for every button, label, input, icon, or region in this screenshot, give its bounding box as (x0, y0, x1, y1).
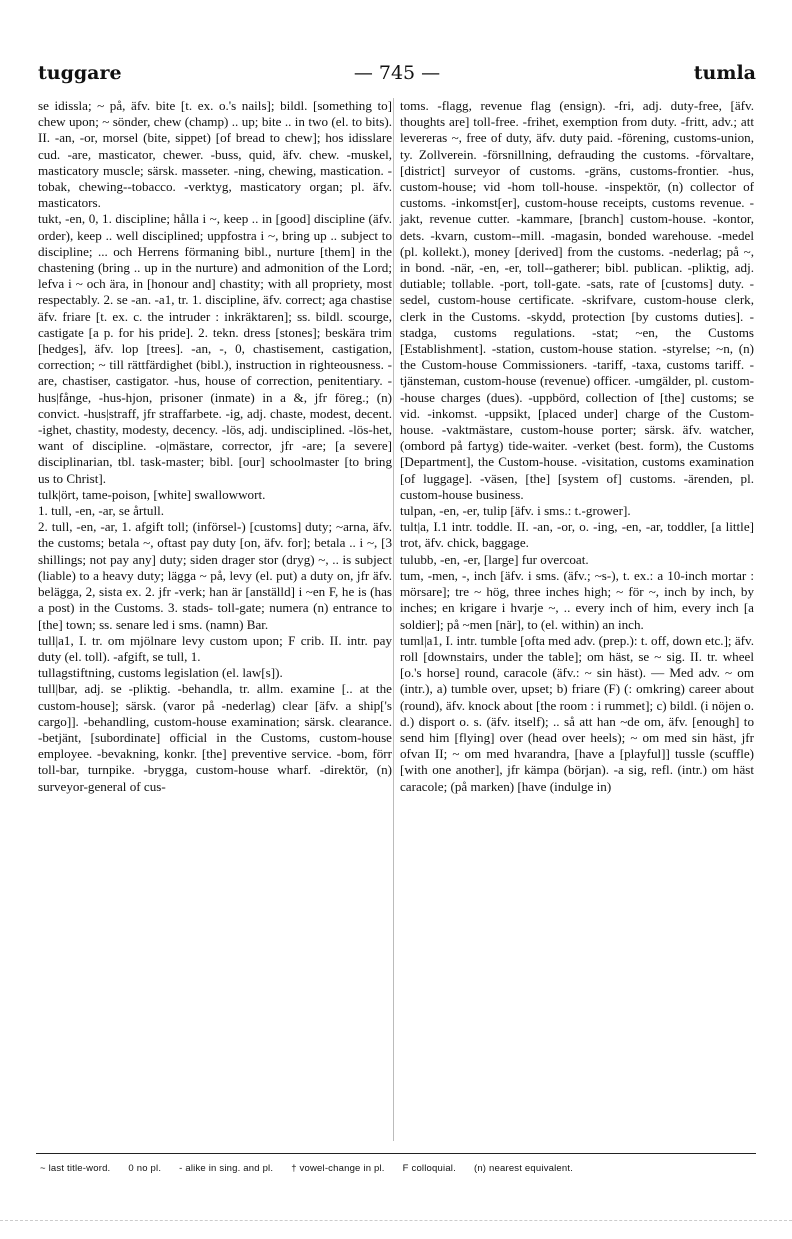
entry-tulta: tult|a, I.1 intr. toddle. II. -an, -or, o. -ing, -en, -ar, toddler, [a little] trot, äfv. chick, baggage. (400, 519, 754, 551)
abbreviation-key (40, 1163, 756, 1174)
left-column (38, 98, 392, 795)
header-last-word: tumla (693, 62, 756, 84)
entry-tulla: tull|a1, I. tr. om mjölnare levy custom upon; F crib. II. intr. pay duty (el. toll). -afgift, se tull, 1. (38, 632, 392, 664)
entry-tullbar: tull|bar, adj. se -pliktig. -behandla, tr. allm. examine [.. at the custom-house]; särsk. (varor på -nederlag) clear [äfv. a ship['s cargo]]. -behandling, custom-house examination; särsk. clearance. -betjänt, [subordinate] official in the Customs, custom-house employee. -bevakning, konkr. [the] preventive service. -bom, förr toll-bar, turnpike. -brygga, custom-house wharf. -direktör, (n) surveyor-general of cus- (38, 681, 392, 794)
scan-edge (0, 1220, 792, 1221)
entry-tull-compounds: toms. -flagg, revenue flag (ensign). -fri, adj. duty-free, [äfv. thoughts are] toll-free. -frihet, exemption from duty. -fritt, adv.; att levereras ~, free of duty, äfv. duty paid. -förening, customs-union, ty. Zollverein. -försnillning, defrauding the customs. -förvaltare, [district] surveyor of customs. -gräns, customs-frontier. -hus, custom-house; vid -hom toll-house. -inspektör, (n) collector of customs. -inkomst[er], custom-house receipts, customs revenue. -jakt, revenue cutter. -kammare, [branch] custom-house. -kontor, dets. -kvarn, custom--mill. -magasin, bonded warehouse. -medel (pl. kollekt.), money [derived] from the customs. -nederlag; på ~, in bond. -när, -en, -er, toll--gatherer; bibl. publican. -pliktig, adj. dutiable; tollable. -port, toll-gate. -sats, rate of [customs] duty. -sedel, custom-house certificate. -skrifvare, custom-house clerk, clerk in the Customs. -skydd, protection [by customs duties]. -stadga, customs regulations. -stat; ~en, the Customs [Establishment]. -station, custom-house station. -styrelse; ~n, (n) the Custom-house Commissioners. -tariff, -taxa, customs tariff. -tjänsteman, custom-house (revenue) officer. -umgälder, pl. custom--house charges (dues). -uppbörd, collection of [the] customs; se vid. -inkomst. -uppsikt, [placed under] charge of the Custom-house. -vaktmästare, custom-house porter; särsk. äfv. watcher, (ombord på fartyg) tide-waiter. -verket (best. form), the Customs [Department], the Custom-house. -visitation, customs examination [of luggage]. -väsen, [the] [system of] customs. -ärenden, pl. custom-house business. (400, 98, 754, 502)
entry-tumla: tuml|a1, I. intr. tumble [ofta med adv. (prep.): t. off, down etc.]; äfv. roll [downstairs, under the table]; om häst, se ~ sig. II. tr. wheel [o.'s horse] round, caracole (äfv.: ~ sin häst). — Med adv. ~ om (intr.), a) tumble over, upset; b) friare (F) (: omkring) career about (round), äfv. knock about [the room : i rummet]; c) bildl. (i nöjen o. d.) disport o. s. (äfv. itself); .. så att han ~de om, äfv. [enough] to send him [flying] over (head over heels); ~ om med sin häst, jfr ofvan II; ~ om med hvarandra, [have a [playful]] tussle (scuffle) [with one another], jfr kämpa (början). -a sig, refl. (intr.) om häst caracole; (på marken) [have (indulge in) (400, 632, 754, 794)
key-no-plural: 0 no pl. (128, 1163, 162, 1174)
entry-tulubb: tulubb, -en, -er, [large] fur overcoat. (400, 551, 589, 567)
entry-tullagstiftning: tullagstiftning, customs legislation (el. law[s]). (38, 665, 283, 681)
entry-tukt: tukt, -en, 0, 1. discipline; hålla i ~, keep .. in [good] discipline (äfv. order), keep .. well disciplined; uppfostra i ~, bring up .. subject to discipline; ... och Herrens förmaning bibl., nurture [them] in the chastening (bring .. up in the nurture) and admonition of the Lord; lefva i ~ och ära, in [honour and] chastity; with all propriety, most respectably. 2. se -an. -a1, tr. 1. discipline, äfv. correct; aga chastise äfv. friare [t. ex. c. the intruder : inkräktaren]; ss. bildl. scourge, castigate [a p. for his pride]. 2. tekn. dress [stones]; beskära trim [hedges], äfv. lop [trees]. -an, -, 0, chastisement, castigation, correction; ~ till rättfärdighet (bibl.), instruction in righteousness. -are, chastiser, castigator. -hus, house of correction, penitentiary. -hus|fånge, -hus-hjon, prisoner (inmate) in a &, jfr föreg.; (n) convict. -hus|straff, jfr straffarbete. -ig, adj. chaste, modest, decent. -ighet, chastity, modesty, decency. -lös, adj. undisciplined. -lös-het, want of discipline. -o|mästare, corrector, jfr -are; [a severe] disciplinarian, tbl. task-master; bibl. [our] schoolmaster [to bring us to Christ]. (38, 211, 392, 486)
page-number: — 745 — (353, 62, 441, 84)
key-colloquial: F colloquial. (402, 1163, 456, 1174)
right-column (400, 98, 754, 795)
key-nearest-equivalent: (n) nearest equivalent. (473, 1163, 574, 1174)
key-vowel-change: † vowel-change in pl. (291, 1163, 385, 1174)
entry-tum: tum, -men, -, inch [äfv. i sms. (äfv.; ~s-), t. ex.: a 10-inch mortar : mörsare]; tre ~ hög, three inches high; ~ för ~, inch by inch, by inches; en krigare i hvarje ~, .. every inch of him, every inch [a soldier]; på ~men [när], to (el. within) an inch. (400, 567, 754, 632)
entry-tulpan: tulpan, -en, -er, tulip [äfv. i sms.: t.-grower]. (400, 503, 631, 519)
header-first-word: tuggare (38, 62, 122, 84)
key-tilde: ~ last title-word. (40, 1163, 111, 1174)
footer-rule (36, 1153, 756, 1154)
column-divider (393, 98, 394, 1141)
key-alike: - alike in sing. and pl. (179, 1163, 274, 1174)
entry-tulkort: tulk|ört, tame-poison, [white] swallowwort. (38, 486, 266, 502)
entry-tull-1: 1. tull, -en, -ar, se årtull. (38, 503, 165, 519)
entry-tull-2: 2. tull, -en, -ar, 1. afgift toll; (införsel-) [customs] duty; ~arna, äfv. the customs; betala ~, oftast pay duty [on, äfv. for]; betala .. i ~, [3 shillings; not pay any] duty; siden drager stor (dryg) ~, .. is subject (liable) to a heavy duty; lägga ~ på, levy (el. put) a duty on, jfr äfv. belägga, 2, sista ex. 2. jfr -verk; han är [anställd] i ~en F, he is (has a post) in the Customs. 3. stads- toll-gate; numera (n) entrance to [the] town; ss. senare led i sms. (namn) Bar. (38, 519, 392, 632)
page-header (38, 62, 756, 86)
entry-tugga-continued: se idissla; ~ på, äfv. bite [t. ex. o.'s nails]; bildl. [something to] chew upon; ~ sönder, chew (champ) .. up; bite .. in two (el. to bits). II. -an, -or, morsel (bite, sippet) [of bread to chew]; hos idisslare cud. -are, masticator, chewer. -buss, quid, äfv. chew. -muskel, masticatory muscle; särsk. masseter. -ning, chewing, mastication. -tobak, chewing--tobacco. -verktyg, masticatory organ; pl. äfv. masticators. (38, 98, 392, 211)
